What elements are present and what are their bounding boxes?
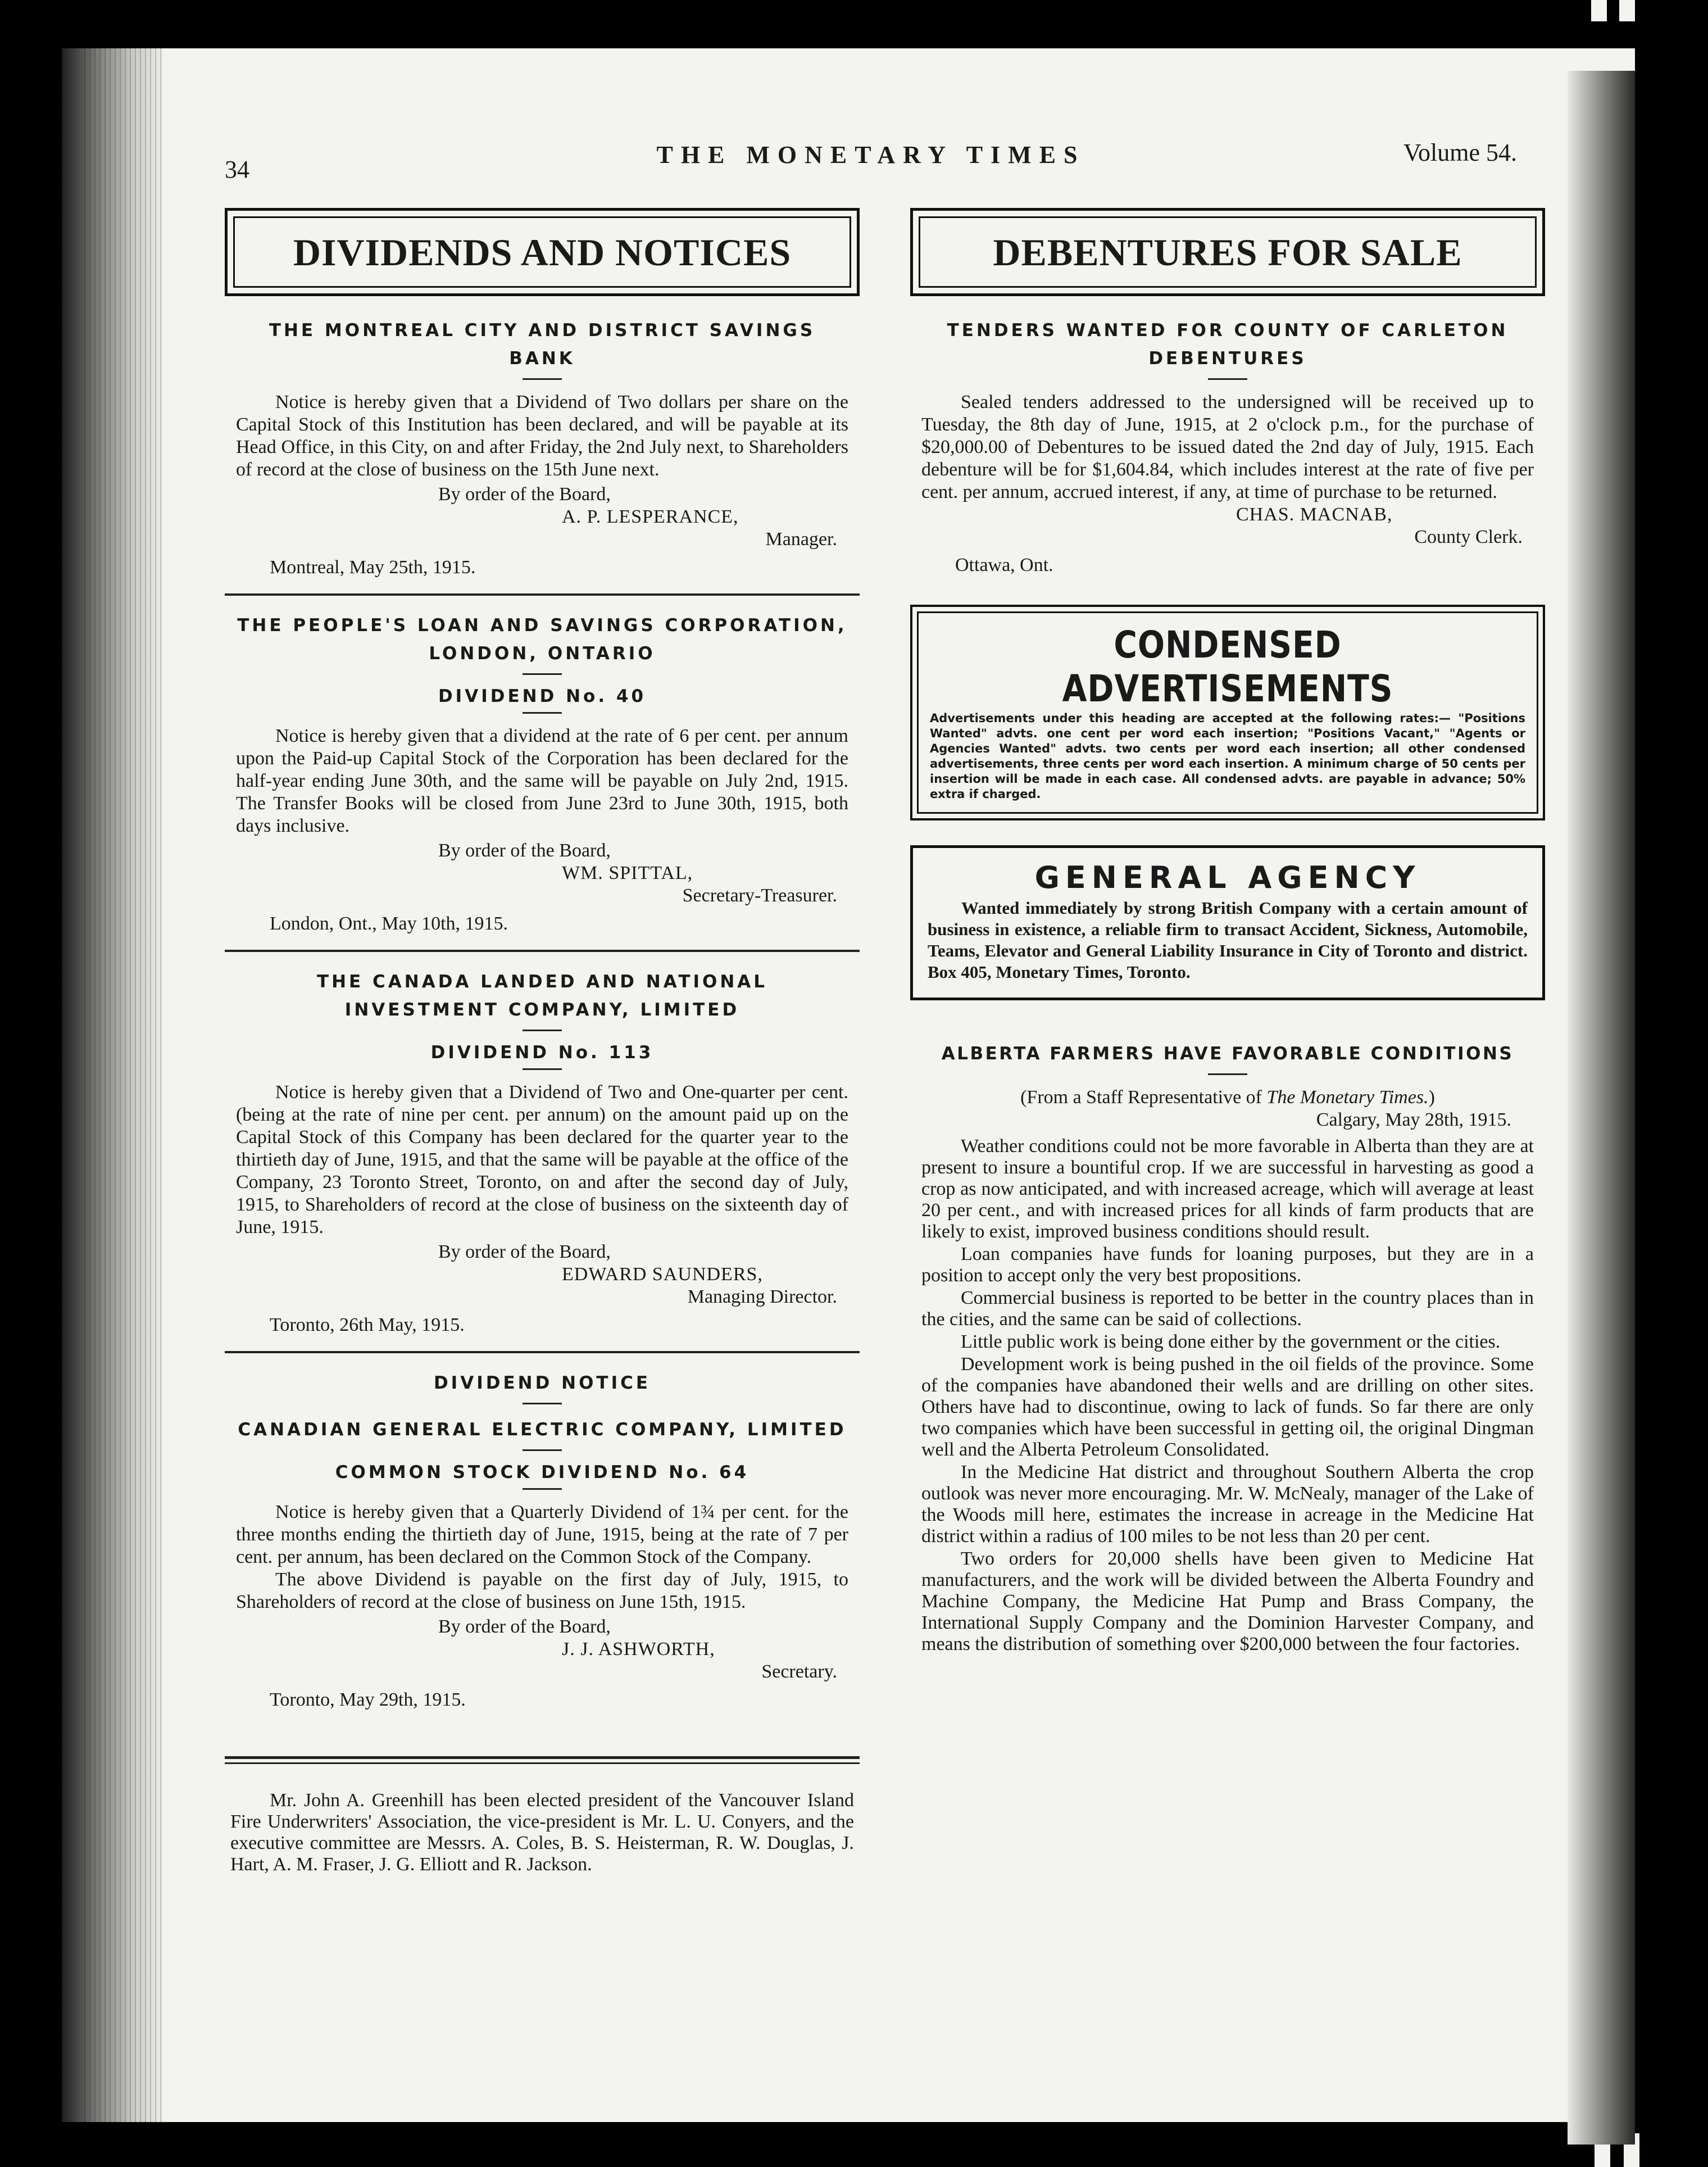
dateline: Toronto, May 29th, 1915. xyxy=(270,1689,466,1710)
divider xyxy=(523,1030,562,1031)
order-line: By order of the Board, xyxy=(438,484,611,505)
dateline: London, Ont., May 10th, 1915. xyxy=(270,913,508,934)
debentures-banner xyxy=(910,208,1545,296)
order-line: By order of the Board, xyxy=(438,1241,611,1262)
notice-canada-landed xyxy=(225,968,860,1336)
banner-title: DEBENTURES FOR SALE xyxy=(919,216,1537,288)
divider xyxy=(523,378,562,380)
dividend-number: DIVIDEND No. 40 xyxy=(438,686,647,706)
divider xyxy=(523,1449,562,1451)
notice-body: Notice is hereby given that a dividend at the rate of 6 per cent. per annum upon the Paid-up Capital Stock of the Corporation has been declared for the half-year ending June 30th, and the same will be payable on July 2nd, 1915. The Transfer Books will be closed from June 23rd to June 30th, 1915, both days inclusive. xyxy=(236,726,848,836)
volume-label: Volume 54. xyxy=(1403,139,1517,166)
divider xyxy=(1208,378,1247,380)
film-mark xyxy=(1591,0,1607,21)
signer-name: EDWARD SAUNDERS, xyxy=(562,1264,763,1285)
notice-heading: THE PEOPLE'S LOAN AND SAVINGS CORPORATION, LONDON, ONTARIO xyxy=(237,615,847,664)
agency-title: GENERAL AGENCY xyxy=(1034,860,1421,895)
article-paragraph: Commercial business is reported to be better in the country places than in the cities, and the same can be said of collections. xyxy=(921,1287,1534,1330)
agency-body: Wanted immediately by strong British Company with a certain amount of business in existence, a reliable firm to transact Accident, Sickness, Automobile, Teams, Elevator and General Liability Insurance in City of Toronto and district. Box 405, Monetary Times, Toronto. xyxy=(928,898,1528,982)
signer-title: Secretary-Treasurer. xyxy=(682,885,837,906)
section-rule xyxy=(225,593,860,596)
article-paragraph: Loan companies have funds for loaning purposes, but they are in a position to accept only the very best propositions. xyxy=(921,1244,1534,1286)
dateline: Toronto, 26th May, 1915. xyxy=(270,1314,465,1335)
company-heading: CANADIAN GENERAL ELECTRIC COMPANY, LIMITED xyxy=(238,1420,847,1440)
condensed-rates: Advertisements under this heading are accepted at the following rates:— "Positions Wanted" advts. one cent per word each insertion; "Positions Vacant," "Agents or Agencies Wanted" advts. two cents per word each insertion; all other condensed advertisements, three cents per word each insertion. A minimum charge of 50 cents per insertion will be made in each case. All condensed advts. are payable in advance; 50% extra if charged. xyxy=(930,711,1525,801)
notice-heading: DIVIDEND NOTICE xyxy=(433,1373,651,1393)
signer-title: County Clerk. xyxy=(1414,527,1523,547)
notice-canadian-general-electric xyxy=(225,1369,860,1711)
section-rule xyxy=(225,950,860,952)
signer-title: Managing Director. xyxy=(687,1286,837,1307)
signer-name: J. J. ASHWORTH, xyxy=(562,1639,715,1660)
divider xyxy=(523,673,562,675)
dividends-banner xyxy=(225,208,860,296)
article-paragraph: Development work is being pushed in the oil fields of the province. Some of the companies have abandoned their wells and are drilling on other sites. Others have had to discontinue, owing to lack of funds. So far there are only two companies which have been successful in getting oil, the original Dingman well and the Alberta Petroleum Consolidated. xyxy=(921,1354,1534,1460)
notice-body: The above Dividend is payable on the first day of July, 1915, to Shareholders of record at the close of business on June 15th, 1915. xyxy=(236,1569,848,1612)
publication-title: THE MONETARY TIMES xyxy=(656,141,1085,169)
divider xyxy=(1208,1073,1247,1075)
dividend-number: DIVIDEND No. 113 xyxy=(430,1042,654,1063)
article-paragraph: Two orders for 20,000 shells have been given to Medicine Hat manufacturers, and the work will be divided between the Alberta Foundry and Machine Company, the Medicine Hat Pump and Brass Company, the International Supply Company and the Dominion Harvester Company, and means the distribution of something over $200,000 between the four factories. xyxy=(921,1548,1534,1654)
dateline: Ottawa, Ont. xyxy=(955,555,1053,575)
signer-name: CHAS. MACNAB, xyxy=(1236,504,1393,525)
article-dateline: Calgary, May 28th, 1915. xyxy=(1316,1109,1511,1130)
section-rule xyxy=(225,1351,860,1353)
signer-title: Secretary. xyxy=(761,1661,837,1682)
page-header xyxy=(225,138,1517,183)
notice-heading: THE MONTREAL CITY AND DISTRICT SAVINGS BANK xyxy=(269,320,816,369)
notice-body: Notice is hereby given that a Quarterly Dividend of 1¾ per cent. for the three months ending the thirtieth day of June, 1915, being at the rate of 7 per cent. per annum, has been declared on the Common Stock of the Company. xyxy=(236,1502,848,1567)
dateline: Montreal, May 25th, 1915. xyxy=(270,557,476,578)
article-paragraph: Little public work is being done either by the government or the cities. xyxy=(961,1331,1501,1352)
divider xyxy=(523,1403,562,1404)
book-spine-shadow xyxy=(62,48,163,2122)
film-mark xyxy=(1619,0,1635,21)
signer-name: WM. SPITTAL, xyxy=(562,863,693,883)
left-column xyxy=(225,208,860,1875)
order-line: By order of the Board, xyxy=(438,840,611,861)
double-rule xyxy=(225,1756,860,1764)
article-heading: ALBERTA FARMERS HAVE FAVORABLE CONDITIONS xyxy=(941,1044,1514,1064)
divider xyxy=(523,1068,562,1070)
dividend-number: COMMON STOCK DIVIDEND No. 64 xyxy=(335,1462,749,1483)
banner-title: DIVIDENDS AND NOTICES xyxy=(233,216,851,288)
condensed-ads-box xyxy=(910,605,1545,820)
tender-carleton xyxy=(910,316,1545,577)
order-line: By order of the Board, xyxy=(438,1616,611,1637)
divider xyxy=(523,712,562,714)
condensed-title: CONDENSED ADVERTISEMENTS xyxy=(1062,623,1393,710)
article-source: (From a Staff Representative of The Monetary Times.) xyxy=(1020,1087,1435,1108)
general-agency-box xyxy=(910,845,1545,1000)
notice-peoples-loan xyxy=(225,611,860,935)
signer-title: Manager. xyxy=(765,529,837,550)
notice-body: Notice is hereby given that a Dividend of Two dollars per share on the Capital Stock of this Institution has been declared, and will be payable at its Head Office, in this City, on and after Friday, the 2nd July next, to Shareholders of record at the close of business on the 15th June next. xyxy=(236,392,848,480)
notice-heading: TENDERS WANTED FOR COUNTY OF CARLETON DEBENTURES xyxy=(947,320,1509,369)
alberta-article xyxy=(910,1040,1545,1655)
news-item-greenhill: Mr. John A. Greenhill has been elected president of the Vancouver Island Fire Underwriters' Association, the vice-president is Mr. L. U. Conyers, and the executive committee are Messrs. A. Coles, B. S. Heisterman, R. W. Douglas, J. Hart, A. M. Fraser, J. G. Elliott and R. Jackson. xyxy=(230,1790,854,1875)
page-number: 34 xyxy=(225,156,249,183)
article-paragraph: In the Medicine Hat district and throughout Southern Alberta the crop outlook was never more encouraging. Mr. W. McNealy, manager of the Lake of the Woods mill here, estimates the increase in acreage in the Medicine Hat district within a radius of 100 miles to be not less than 20 per cent. xyxy=(921,1462,1534,1547)
right-column xyxy=(910,208,1545,1656)
notice-body: Notice is hereby given that a Dividend of Two and One-quarter per cent. (being at the rate of nine per cent. per annum) on the amount paid up on the Capital Stock of this Company has been declared for the quarter year to the thirtieth day of June, 1915, and that the same will be payable at the office of the Company, 23 Toronto Street, Toronto, on and after the second day of July, 1915, to Shareholders of record at the close of business on the sixteenth day of June, 1915. xyxy=(236,1082,848,1237)
notice-montreal xyxy=(225,316,860,579)
article-paragraph: Weather conditions could not be more favorable in Alberta than they are at present to insure a bountiful crop. If we are successful in harvesting as good a crop as now anticipated, and with increased acreage, which will average at least 20 per cent., and with increased prices for all kinds of farm products that are likely to exist, improved business conditions should result. xyxy=(921,1136,1534,1242)
divider xyxy=(523,1488,562,1490)
signer-name: A. P. LESPERANCE, xyxy=(562,506,739,527)
notice-heading: THE CANADA LANDED AND NATIONAL INVESTMENT COMPANY, LIMITED xyxy=(316,972,768,1020)
tender-body: Sealed tenders addressed to the undersigned will be received up to Tuesday, the 8th day of June, 1915, at 2 o'clock p.m., for the purchase of $20,000.00 of Debentures to be issued dated the 2nd day of July, 1915. Each debenture will be for $1,604.84, which includes interest at the rate of five per cent. per annum, accrued interest, if any, at time of purchase to be returned. xyxy=(921,392,1534,502)
page-edge-shadow xyxy=(1568,71,1635,2145)
